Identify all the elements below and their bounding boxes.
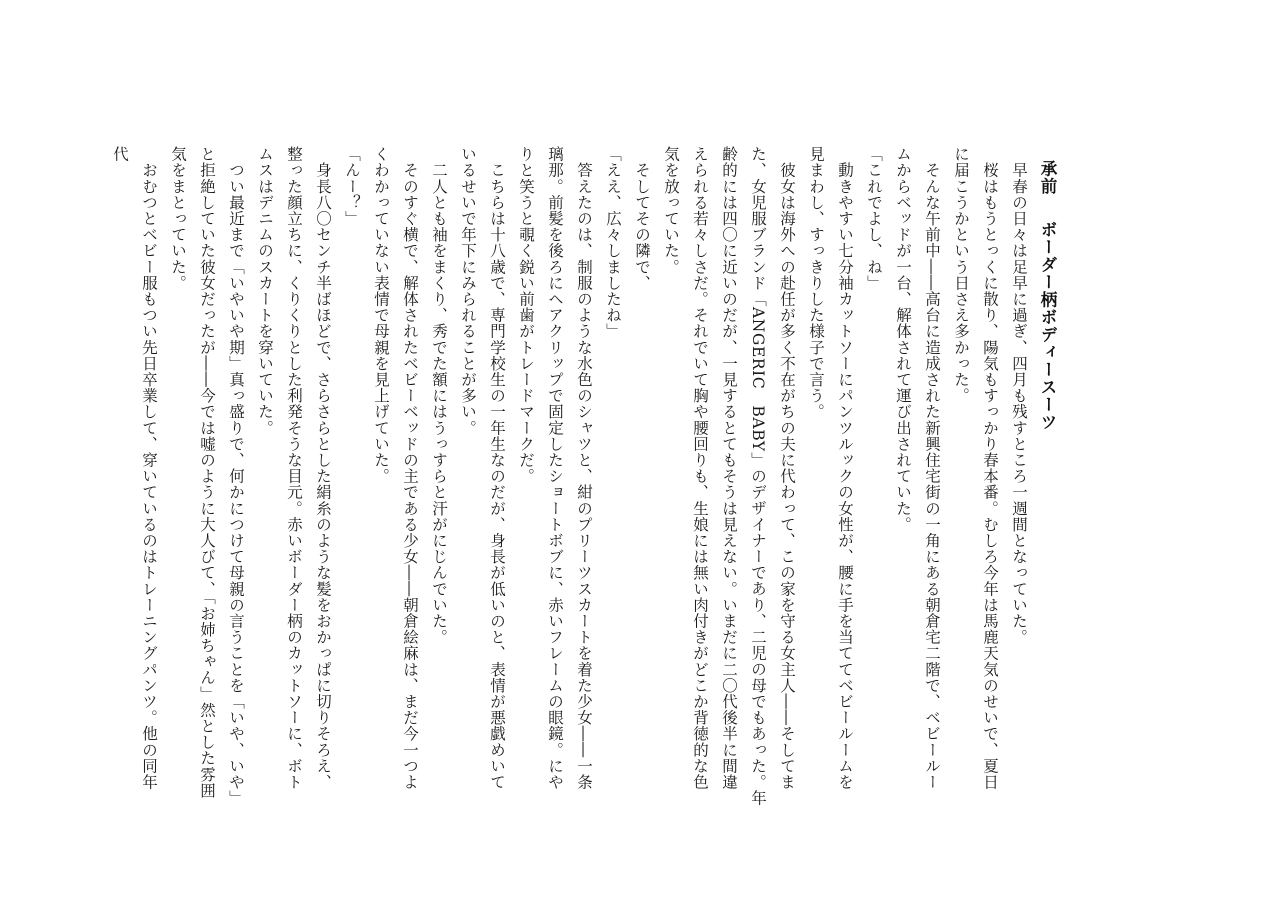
paragraph: 身長八〇センチ半ばほどで、さらさらとした絹糸のような髪をおかっぱに切りそろえ、整った顔立ちに、くりくりとした利発そうな目元。赤いボーダー柄のカットソーに、ボトムスはデニムのスカートを穿いていた。 (256, 146, 332, 790)
paragraph: つい最近まで「いやいや期」真っ盛りで、何かにつけて母親の言うことを「いや、いや」と拒絶していた彼女だったが――今では嘘のように大人びて、「お姉ちゃん」然とした雰囲気をまとっていた。 (169, 146, 245, 799)
paragraph: 早春の日々は足早に過ぎ、四月も残すところ一週間となっていた。 (1010, 146, 1028, 646)
paragraph: 彼女は海外への赴任が多く不在がちの夫に代わって、この家を守る女主人――そしてまた、女児服ブランド「ANGERIC BABY」のデザイナーであり、二児の母でもあった。年齢的には四〇に近いのだが、一見するとてもそうは見えない。いまだに二〇代後半に間違えられる若々しさだ。それでいて胸や腰回りも、生娘には無い肉付きがどこか背徳的な色気を放っていた。 (662, 146, 796, 806)
paragraph: 二人とも袖をまくり、秀でた額にはうっすらと汗がにじんでいた。 (430, 146, 448, 646)
paragraph: そのすぐ横で、解体されたベビーベッドの主である少女――朝倉絵麻は、まだ今一つよくわかっていない表情で母親を見上げていた。 (372, 146, 419, 790)
dialogue-line: 「これでよし、ね」 (865, 146, 883, 291)
paragraph: そしてその隣で、 (633, 146, 651, 291)
dialogue-line: 「ええ、広々しましたね」 (604, 146, 622, 340)
chapter-heading (1033, 146, 1062, 806)
paragraph: 動きやすい七分袖カットソーにパンツルックの女性が、腰に手を当ててベビールームを見まわし、すっきりした様子で言う。 (807, 146, 854, 790)
chapter-title: ボーダー柄ボディースーツ (1038, 221, 1057, 431)
vertical-text-body (105, 146, 1102, 806)
paragraph: 桜はもうとっくに散り、陽気もすっかり春本番。むしろ今年は馬鹿天気のせいで、夏日に届こうかという日さえ多かった。 (952, 146, 999, 790)
chapter-number: 承前 (1038, 160, 1057, 195)
paragraph: こちらは十八歳で、専門学校生の一年生なのだが、身長が低いのと、表情が悪戯めいているせいで年下にみられることが多い。 (459, 146, 506, 790)
paragraph: おむつとベビー服もつい先日卒業して、穿いているのはトレーニングパンツ。他の同年代 (111, 146, 158, 790)
paragraph: 答えたのは、制服のような水色のシャツと、紺のプリーツスカートを着た少女――一条璃那。前髪を後ろにヘアクリップで固定したショートボブに、赤いフレームの眼鏡。にやりと笑うと覗く鋭い前歯がトレードマークだ。 (517, 146, 593, 790)
paragraph: そんな午前中――高台に造成された新興住宅街の一角にある朝倉宅二階で、ベビールームからベッドが一台、解体されて運び出されていた。 (894, 146, 941, 790)
dialogue-line: 「んー？」 (343, 146, 361, 227)
